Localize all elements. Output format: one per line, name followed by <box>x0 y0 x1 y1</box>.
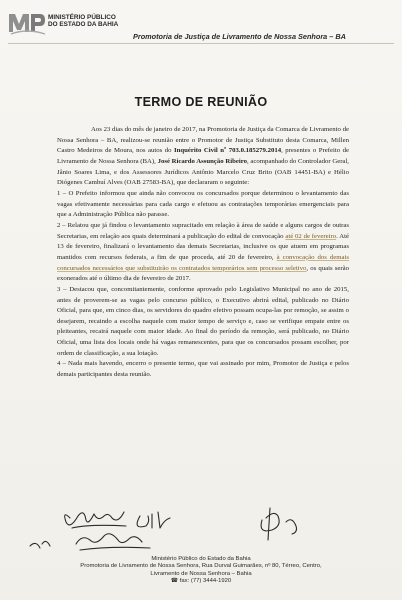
item2-deadline-highlight: até 02 de fevereiro <box>285 232 337 240</box>
organization-name <box>48 14 118 28</box>
paragraph-item-4: 4 – Nada mais havendo, encerro o presente termo, que vai assinado por mim, Promotor de Justiça e pelos demais participantes desta reunião. <box>57 360 349 379</box>
paragraph-item-2 <box>57 221 349 285</box>
document-body <box>57 125 349 381</box>
item2-text-c: . Até 13 de fevereiro, finalizará o levantamento das demais Secretarias, inclusive os que atuem em programas mantidos com recursos federais, a fim de que proceda, até 20 de fevereiro, <box>57 232 349 261</box>
item2-text-e: , os quais serão exonerados até o último dia de fevereiro de 2017. <box>57 264 349 283</box>
paragraph-intro <box>57 125 349 189</box>
promotoria-heading: Promotoria de Justiça de Livramento de Nossa Senhora – BA <box>133 32 346 41</box>
item2-text-a: 2 – Relatou que já findou o levantamento supracitado em relação à área de saúde e alguns cargos de outras Secretarias, em relação aos quais determinará a publicação do edital de convocação <box>57 221 349 240</box>
footer-line-3: Livramento de Nossa Senhora – Bahia <box>150 570 252 577</box>
intro-text-e: , acompanhado do Controlador Geral, Jânio Soares Lima, e dos Assessores Jurídicos Antônio Marcelo Cruz Brito (OAB 14451-BA) e Hélio Diógenes Cambuí Alves (OAB 27583-BA), que declararam o seguinte: <box>57 157 349 187</box>
intro-text-c: , presentes o Prefeito de Livramento de Nossa Senhora (BA), <box>57 147 349 165</box>
paragraph-item-3: 3 – Destacou que, concomitantemente, conforme aprovado pelo Legislativo Municipal no ano de 2015, antes de proverem-se as vagas pelo concurso público, o Executivo abrirá edital, publicado no Diário Oficial, para que, em cinco dias, os servidores do quadro efetivo possam ocupa-las por remoção, se assim o desejarem, recaindo a escolha naquele com maior tempo de serviço e, caso se verifique empate entre os pleiteantes, recairá naquele com maior idade. Ao final do período da remoção, será publicado, no Diário Oficial, uma lista dos locais onde há vagas remanescentes, para que os concursados possam escolher, por ordem de classificação, a sua lotação. <box>57 285 349 357</box>
footer-line-2: Promotoria de Livramento de Nossa Senhora, Rua Durval Guimarães, nº 80, Térreo, Centro, <box>80 563 322 570</box>
handwritten-signatures <box>0 500 402 555</box>
footer-line-1: Ministério Público do Estado da Bahia <box>151 556 251 562</box>
header-divider <box>8 43 394 44</box>
document-title: TERMO DE REUNIÃO <box>134 95 268 109</box>
prefeito-name: José Ricardo Assunção Ribeiro <box>157 157 247 165</box>
mp-logo-icon <box>7 8 47 36</box>
item2-convocation-highlight: à convocação dos demais concursados necessários que substituirão os contratados temporários sem processo seletivo <box>57 253 349 272</box>
inquerito-civil-number: Inquérito Civil nº 703.0.185279.2014 <box>174 147 282 155</box>
signatures-area <box>0 500 402 555</box>
document-footer <box>0 556 402 586</box>
footer-line-4: ☎ fax: (77) 3444-1920 <box>170 578 232 585</box>
org-line-1: MINISTÉRIO PÚBLICO <box>48 14 116 21</box>
intro-text-a: Aos 23 dias do mês de janeiro de 2017, na Promotoria de Justiça da Comarca de Livramento de Nossa Senhora – BA, realizou-se reunião entre o Promotor de Justiça Substituto desta Comarca, Millen Castro Medeiros de Moura, nos autos do <box>57 126 349 155</box>
paragraph-item-1: 1 – O Prefeito informou que ainda não convocou os concursados porque determinou o levantamento das vagas efetivamente necessárias para cada cargo e efetuou as contratações temporárias emergenciais para que a Administração Pública não parasse. <box>57 189 349 219</box>
org-line-2: DO ESTADO DA BAHIA <box>48 21 119 28</box>
